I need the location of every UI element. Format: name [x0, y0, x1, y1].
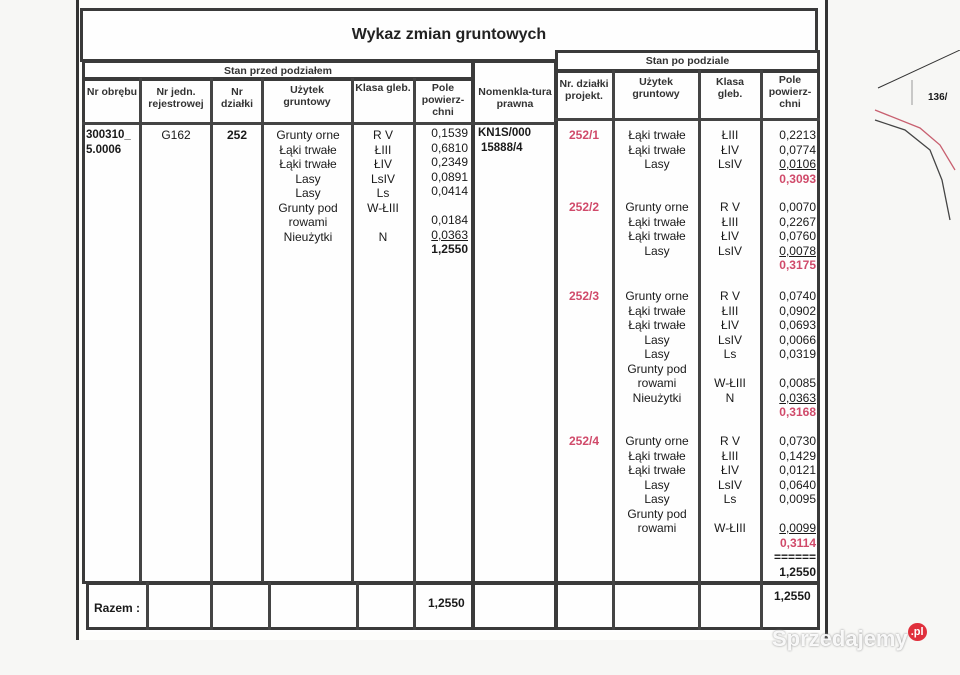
klasa-item: R V [719, 200, 740, 214]
area-item: 0,0363 [431, 227, 468, 242]
area-item: 0,0693 [779, 318, 816, 332]
klasa-item [354, 215, 412, 230]
nomenklatura-cell: KN1S/000 15888/4 [478, 127, 532, 154]
area-item: 0,6810 [431, 140, 468, 155]
area-item: 0,0363 [779, 390, 816, 405]
uzytek-item: Łąki trwałe [628, 142, 686, 157]
area-item: 0,0121 [779, 463, 816, 477]
map-fragment [870, 50, 960, 250]
uzytek-item: Grunty orne [625, 289, 689, 303]
uzytek-item: Łąki trwałe [628, 303, 686, 318]
before-uzytki [264, 128, 352, 259]
klasa-item [354, 244, 412, 259]
header-klasa: Klasa gleb. [355, 82, 411, 94]
total-area: 1,2550 [431, 242, 468, 256]
area-item: 0,0740 [779, 289, 816, 303]
area-item: 0,1539 [431, 126, 468, 140]
klasa-item: Ls [376, 186, 390, 200]
uzytek-item: Lasy [644, 332, 670, 347]
klasa-item: N [378, 229, 388, 244]
grand-total: 1,2550 [779, 564, 816, 579]
before-label: Stan przed podziałem [224, 65, 332, 77]
map-parcel-label: 136/ [928, 92, 948, 103]
klasa-item: ŁIV [720, 142, 739, 157]
before-pola [416, 126, 472, 257]
area-item: 0,0184 [431, 213, 468, 227]
header-uzytek: Użytek gruntowy [283, 84, 331, 108]
klasa-item: ŁIV [720, 463, 739, 477]
razem-after-total: 1,2550 [774, 589, 811, 603]
klasa-item: ŁIV [720, 229, 739, 243]
klasa-item: LsIV [370, 171, 395, 186]
jedn-cell: G162 [161, 128, 191, 142]
area-item: 0,0319 [779, 347, 816, 361]
area-item: 0,0070 [779, 200, 816, 214]
klasa-item: R V [372, 128, 393, 142]
after-label: Stan po podziale [645, 55, 730, 67]
dzialka-cell: 252 [226, 128, 248, 142]
area-item: 0,0066 [779, 332, 816, 347]
area-item: 0,1429 [779, 448, 816, 463]
uzytek-item: rowami [288, 215, 328, 229]
uzytek-item: Lasy [644, 477, 670, 492]
klasa-item: LsIV [717, 157, 742, 171]
area-item: 0,0078 [779, 243, 816, 258]
uzytek-item: rowami [637, 521, 677, 535]
uzytek-item: Łąki trwałe [279, 157, 337, 171]
klasa-item: LsIV [717, 477, 742, 492]
parcel-total: 0,3168 [779, 405, 816, 419]
header-pole-after: Pole powierz-chni [768, 74, 812, 110]
area-item [762, 362, 816, 377]
header-pole: Pole powierz-chni [421, 82, 465, 118]
parcel-id: 252/3 [568, 289, 600, 303]
klasa-item: LsIV [717, 332, 742, 347]
area-item [416, 199, 468, 214]
after-label-box [555, 50, 820, 72]
uzytek-item: Lasy [644, 492, 670, 506]
header-nomenklatura: Nomenkla-tura prawna [478, 86, 552, 110]
header-nr-jedn: Nr jedn. rejestrowej [148, 86, 204, 110]
obreb-cell: 300310_ 5.0006 [86, 129, 131, 156]
klasa-item: W-ŁIII [714, 376, 746, 390]
uzytek-item: Nieużytki [632, 390, 682, 405]
klasa-item: ŁIII [721, 303, 739, 318]
parcel-id: 252/1 [568, 128, 600, 142]
razem-label: Razem : [94, 601, 141, 615]
razem-mid [472, 582, 557, 630]
klasa-item: ŁIII [721, 448, 739, 463]
parcel-total: 0,3175 [779, 258, 816, 272]
uzytek-item: Grunty pod [627, 361, 687, 376]
parcel-id: 252/2 [568, 200, 600, 214]
area-item: 0,0106 [779, 157, 816, 171]
uzytek-item: Lasy [295, 186, 321, 200]
area-item: 0,0902 [779, 303, 816, 318]
uzytek-item: Łąki trwałe [628, 463, 686, 477]
before-label-box [82, 60, 474, 80]
uzytek-item: Lasy [295, 171, 321, 186]
klasa-item: W-ŁIII [367, 200, 399, 215]
klasa-item: ŁIII [374, 142, 392, 157]
area-item: 0,0774 [779, 142, 816, 157]
area-item: 0,0730 [779, 434, 816, 448]
uzytek-item: rowami [637, 376, 677, 390]
uzytek-item: Grunty orne [625, 434, 689, 448]
uzytek-item: Łąki trwałe [628, 128, 686, 142]
klasa-item: ŁIII [721, 128, 739, 142]
area-item: 0,0891 [431, 169, 468, 184]
uzytek-item: Lasy [644, 243, 670, 258]
header-klasa-after: Klasa gleb. [715, 76, 745, 100]
uzytek-item: Łąki trwałe [628, 229, 686, 243]
klasa-item: ŁIV [373, 157, 392, 171]
klasa-item: ŁIII [721, 214, 739, 229]
area-item: 0,0760 [779, 229, 816, 243]
uzytek-item: Grunty orne [625, 200, 689, 214]
area-item: 0,0095 [779, 492, 816, 506]
area-item: 0,0099 [779, 521, 816, 535]
razem-before-total: 1,2550 [428, 596, 465, 610]
klasa-item: LsIV [717, 243, 742, 258]
klasa-item [700, 362, 760, 377]
parcel-id: 252/4 [568, 434, 600, 448]
watermark-logo: Sprzedajemy $^{.pl}$ [772, 626, 927, 652]
uzytek-item: Lasy [644, 157, 670, 171]
klasa-item: R V [719, 289, 740, 303]
klasa-item [700, 507, 760, 522]
klasa-item: Ls [723, 347, 737, 361]
area-item: 0,2349 [431, 155, 468, 169]
klasa-item: W-ŁIII [714, 521, 746, 535]
uzytek-item: Nieużytki [283, 229, 333, 244]
header-nr-dzialki: Nr działki [220, 86, 254, 110]
klasa-item: ŁIV [720, 318, 739, 332]
klasa-item: N [725, 390, 735, 405]
before-klasy [354, 128, 412, 259]
uzytek-item: Grunty pod [627, 506, 687, 521]
uzytek-item: Grunty pod [278, 200, 338, 215]
area-item [762, 507, 816, 522]
header-dzialka-proj: Nr. działki projekt. [559, 78, 609, 102]
header-uzytek-after: Użytek gruntowy [632, 76, 680, 100]
parcel-total: 0,3093 [779, 171, 816, 186]
uzytek-item: Łąki trwałe [279, 142, 337, 157]
uzytek-item [264, 244, 352, 259]
area-item: 0,0640 [779, 477, 816, 492]
uzytek-item: Grunty orne [276, 128, 340, 142]
uzytek-item: Łąki trwałe [628, 318, 686, 332]
klasa-item: Ls [723, 492, 737, 506]
klasa-item: R V [719, 434, 740, 448]
document-title: Wykaz zmian gruntowych [351, 26, 547, 43]
double-rule: ====== [773, 550, 816, 564]
uzytek-item: Lasy [644, 347, 670, 361]
area-item: 0,0085 [779, 376, 816, 390]
uzytek-item: Łąki trwałe [628, 214, 686, 229]
area-item: 0,2213 [779, 128, 816, 142]
header-nr-obrebu: Nr obrębu [86, 86, 138, 98]
parcel-total: 0,3114 [779, 535, 816, 550]
area-item: 0,2267 [779, 214, 816, 229]
area-item: 0,0414 [431, 184, 468, 198]
uzytek-item: Łąki trwałe [628, 448, 686, 463]
